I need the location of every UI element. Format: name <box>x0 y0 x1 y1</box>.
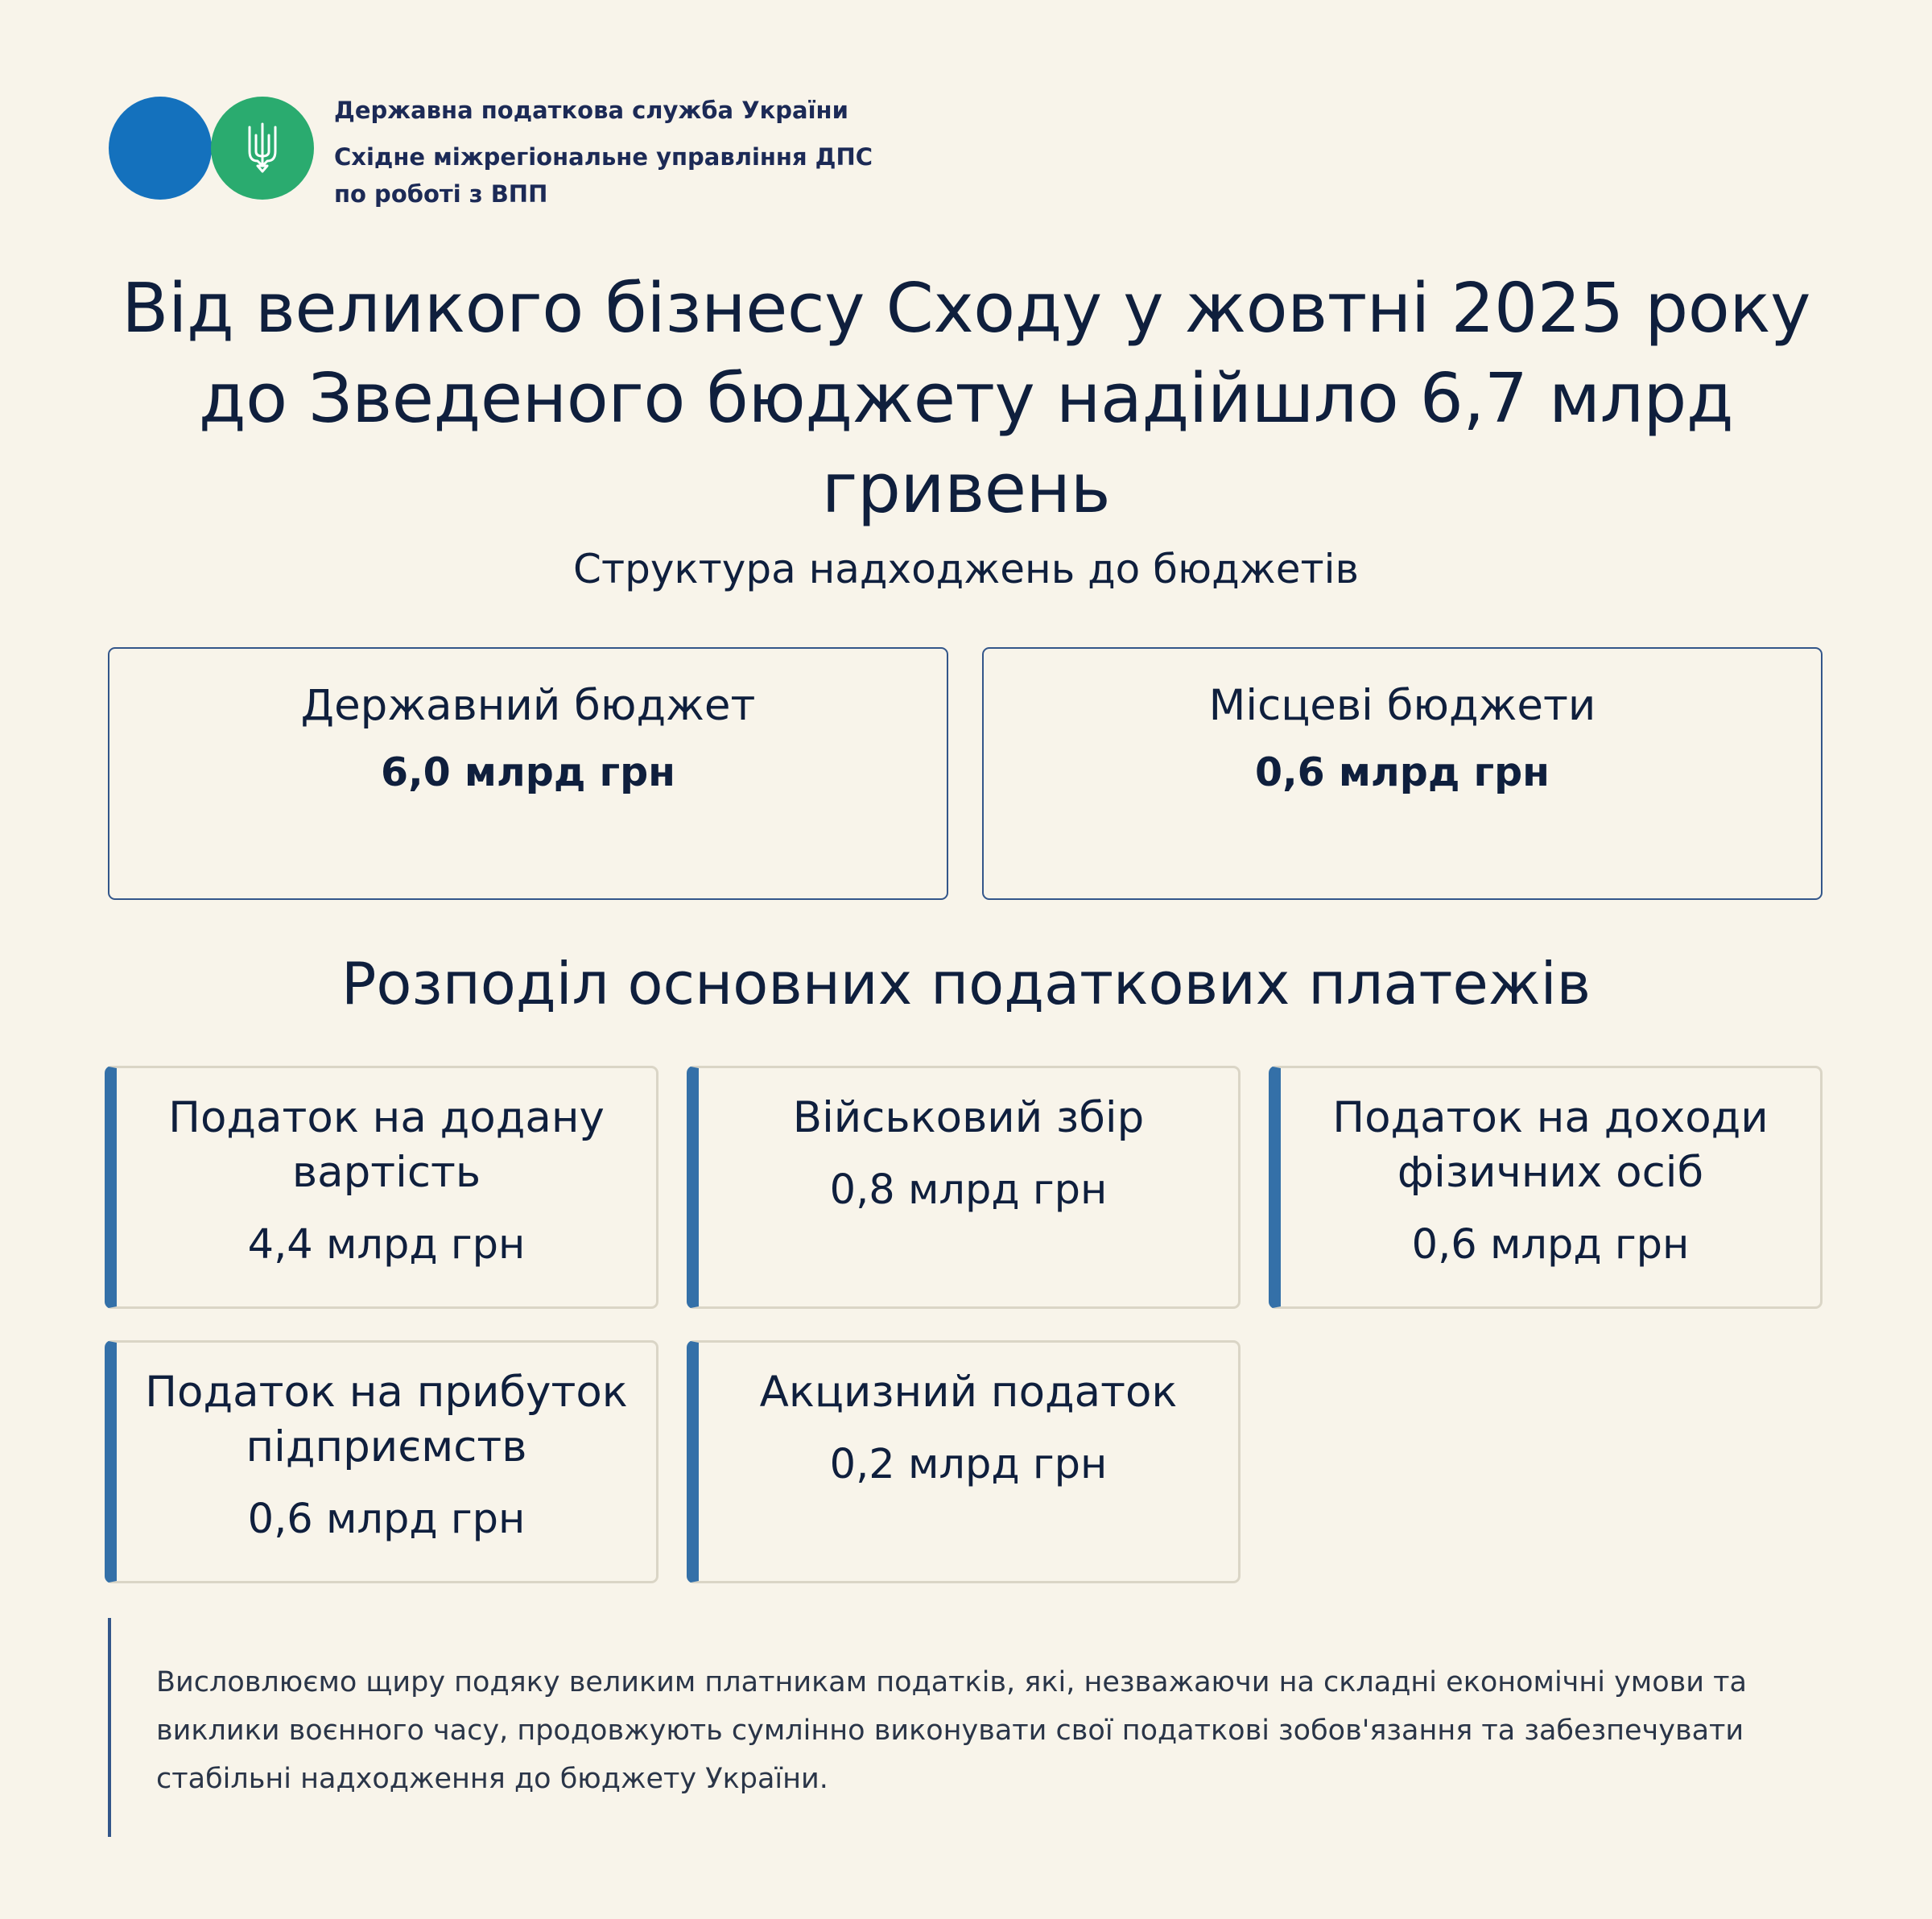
tax-card-value: 0,8 млрд грн <box>829 1166 1108 1214</box>
budget-card-label: Місцеві бюджети <box>1208 681 1596 730</box>
tax-card-value: 0,2 млрд грн <box>829 1441 1108 1488</box>
thank-you-note <box>108 1618 1834 1837</box>
organization-name: Державна податкова служба України <box>334 97 848 124</box>
section-title: Розподіл основних податкових платежів <box>341 950 1591 1017</box>
tax-card-value: 0,6 млрд грн <box>1411 1221 1690 1269</box>
local-budgets-card <box>982 647 1823 900</box>
tax-card-value: 0,6 млрд грн <box>247 1496 526 1543</box>
page-subtitle: Структура надходжень до бюджетів <box>573 546 1359 592</box>
tax-card-personal-income-tax <box>1269 1066 1823 1309</box>
trident-icon <box>246 121 279 174</box>
budget-card-value: 6,0 млрд грн <box>380 749 676 795</box>
budget-card-label: Державний бюджет <box>300 681 756 730</box>
page-title: Від великого бізнесу Сходу у жовтні 2025 року до Зведеного бюджету надійшло 6,7 млрд гривень <box>122 269 1810 529</box>
header <box>109 97 1075 208</box>
tax-card-name: Податок на доходи фізичних осіб <box>1332 1093 1769 1197</box>
tax-card-excise-tax <box>687 1340 1241 1583</box>
tax-card-military-levy <box>687 1066 1241 1309</box>
tax-card-name: Акцизний податок <box>759 1368 1178 1417</box>
budget-card-value: 0,6 млрд грн <box>1254 749 1550 795</box>
tax-card-name: Податок на прибуток підприємств <box>145 1368 628 1471</box>
logo-blue-circle <box>109 97 212 200</box>
organization-subdivision: Східне міжрегіональне управління ДПС по роботі з ВПП <box>334 143 873 208</box>
state-budget-card <box>108 647 948 900</box>
logo-green-circle <box>211 97 314 200</box>
tax-card-name: Військовий збір <box>792 1093 1145 1142</box>
tax-card-name: Податок на додану вартість <box>168 1093 605 1197</box>
tax-card-corporate-profit-tax <box>105 1340 658 1583</box>
tax-card-value: 4,4 млрд грн <box>247 1221 526 1269</box>
thank-you-note-text: Висловлюємо щиру подяку великим платникам податків, які, незважаючи на складні економічні умови та виклики воєнного часу, продовжують сумлінно виконувати свої податкові зобов'язання та забезпечувати стабільні надходження до бюджету України. <box>156 1666 1747 1795</box>
tax-card-vat <box>105 1066 658 1309</box>
